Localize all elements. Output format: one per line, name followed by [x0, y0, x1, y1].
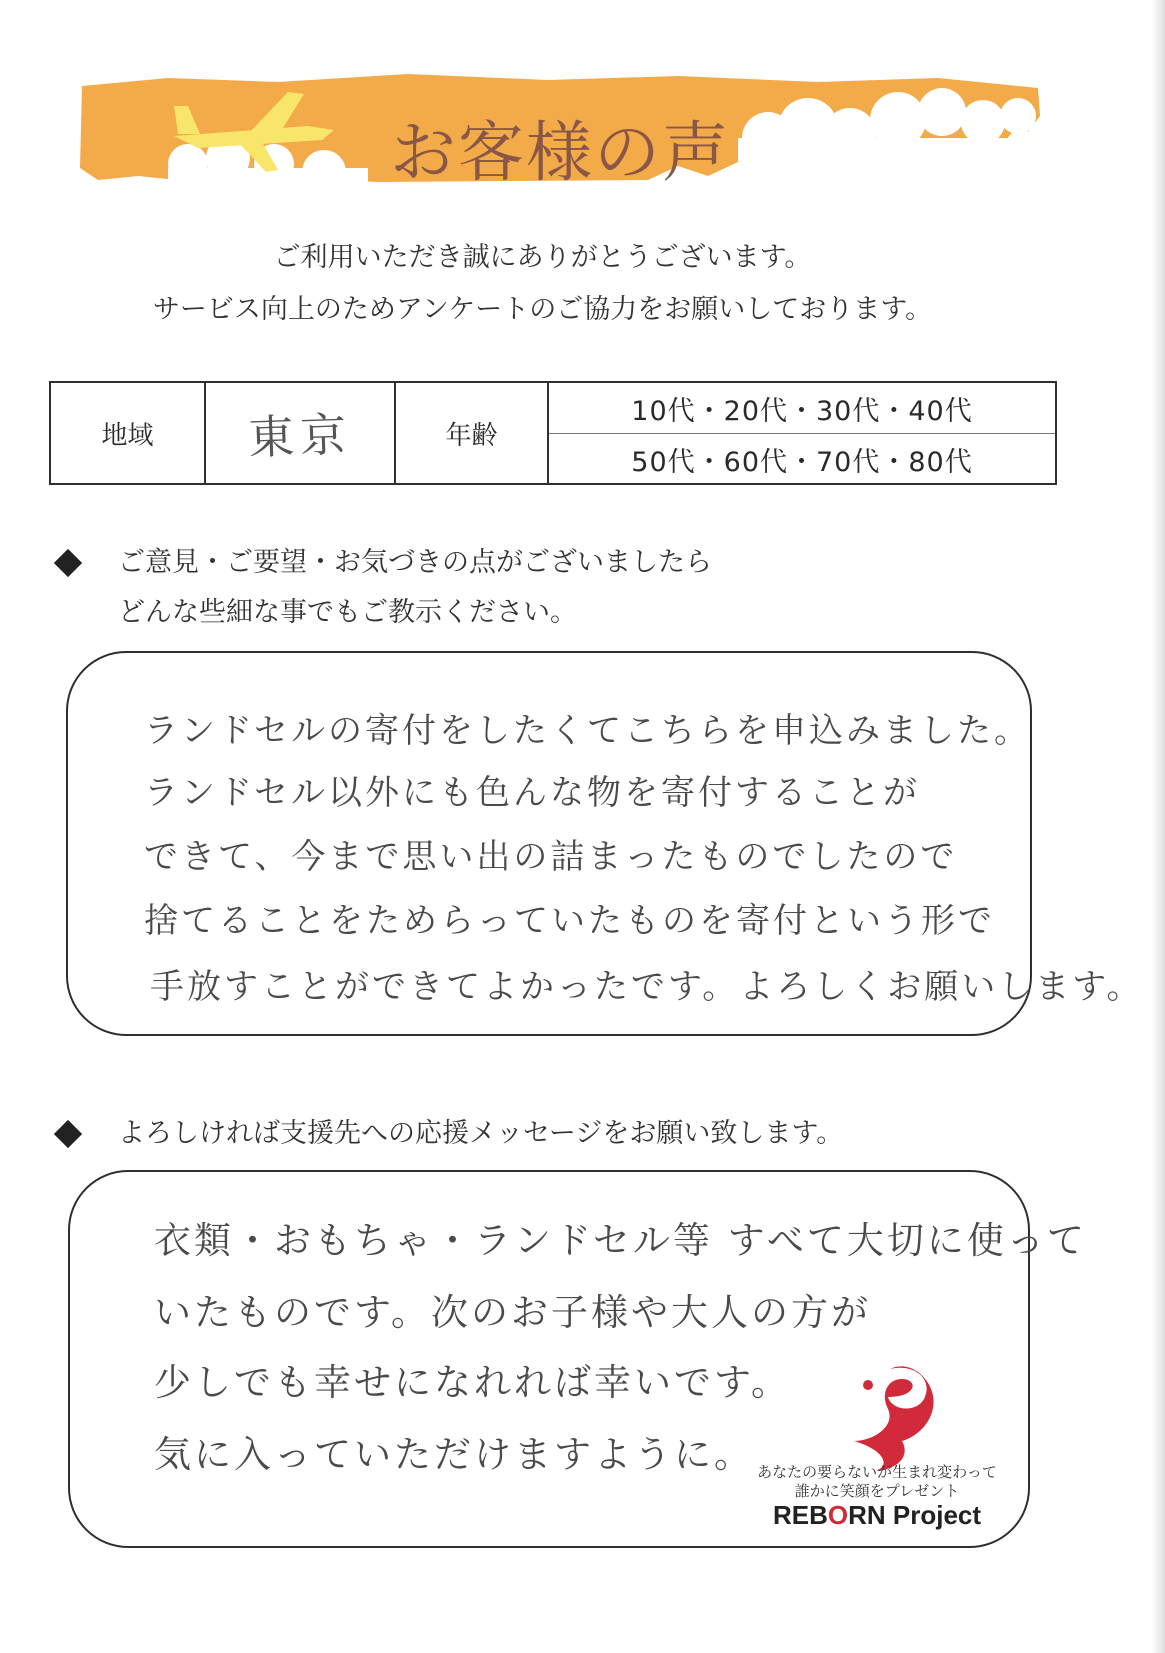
region-value: 東京	[247, 407, 354, 465]
answer-2-line: 衣類・おもちゃ・ランドセル等 すべて大切に使って	[154, 1219, 1087, 1262]
diamond-bullet-icon	[54, 549, 82, 577]
logo-wordmark-part: REB	[772, 1500, 828, 1530]
answer-1-line: できて、今まで思い出の詰まったものでしたので	[144, 837, 958, 877]
age-options-row-1: 10代・20代・30代・40代	[549, 383, 1055, 434]
question-2-line-1: よろしければ支援先への応援メッセージをお願い致します。	[118, 1118, 844, 1149]
answer-1-line: 手放すことができてよかったです。よろしくお願いします。	[150, 967, 1144, 1007]
diamond-bullet-icon	[54, 1120, 82, 1148]
answer-2-line: いたものです。次のお子様や大人の方が	[154, 1291, 872, 1334]
age-options-row-2: 50代・60代・70代・80代	[631, 446, 973, 478]
age-options	[549, 383, 1055, 483]
answer-2-line: 少しでも幸せになれれば幸いです。	[154, 1361, 792, 1404]
logo-wordmark	[742, 1500, 1012, 1531]
region-label: 地域	[51, 383, 206, 483]
logo-wordmark-o: O	[827, 1500, 849, 1530]
logo-tagline-1: あなたの要らないが生まれ変わって	[757, 1463, 997, 1481]
answer-1-line: ランドセルの寄付をしたくてこちらを申込みました。	[144, 711, 1031, 751]
info-table	[49, 381, 1057, 485]
page-edge	[1151, 0, 1165, 1653]
answer-2-line: 気に入っていただけますように。	[154, 1433, 754, 1476]
age-label: 年齢	[396, 383, 549, 483]
question-1-line-2: どんな些細な事でもご教示ください。	[118, 597, 577, 628]
intro-line-1: ご利用いただき誠にありがとうございます。	[273, 242, 812, 273]
intro-line-2: サービス向上のためアンケートのご協力をお願いしております。	[152, 294, 933, 325]
page-title: お客様の声	[390, 114, 730, 191]
answer-1-line: 捨てることをためらっていたものを寄付という形で	[144, 901, 995, 941]
question-1-line-1: ご意見・ご要望・お気づきの点がございましたら	[118, 547, 712, 578]
answer-1-line: ランドセル以外にも色んな物を寄付することが	[144, 773, 920, 813]
logo-wordmark-part: RN Project	[848, 1500, 982, 1530]
logo-tagline-2: 誰かに笑顔をプレゼント	[794, 1482, 960, 1500]
region-value-cell	[206, 383, 396, 483]
answer-1-box	[66, 651, 1144, 1036]
